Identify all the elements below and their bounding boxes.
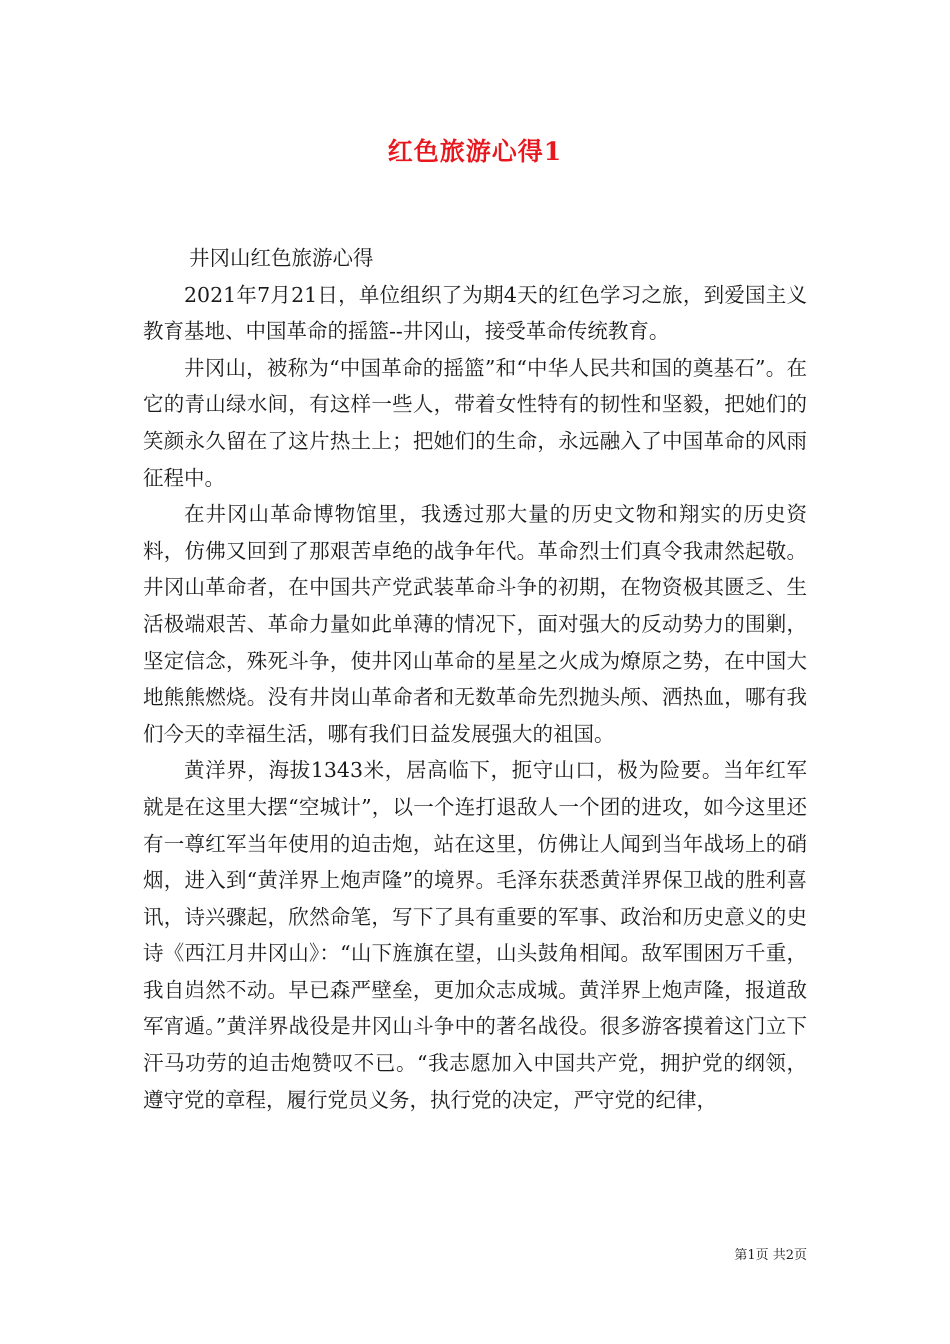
document-title: 红色旅游心得1: [387, 137, 563, 166]
paragraph: 黄洋界，海拔1343米，居高临下，扼守山口，极为险要。当年红军就是在这里大摆“空城计”，以一个连打退敌人一个团的进攻，如今这里还有一尊红军当年使用的迫击炮，站在这里，仿佛让人闻到当年战场上的硝烟，进入到“黄洋界上炮声隆”的境界。毛泽东获悉黄洋界保卫战的胜利喜讯，诗兴骤起，欣然命笔，写下了具有重要的军事、政治和历史意义的史诗《西江月井冈山》：“山下旌旗在望，山头鼓角相闻。敌军围困万千重，我自岿然不动。早已森严壁垒，更加众志成城。黄洋界上炮声隆，报道敌军宵遁。”黄洋界战役是井冈山斗争中的著名战役。很多游客摸着这门立下汗马功劳的迫击炮赞叹不已。“我志愿加入中国共产党，拥护党的纲领，遵守党的章程，履行党员义务，执行党的决定，严守党的纪律，: [143, 758, 807, 1112]
paragraph: 井冈山，被称为“中国革命的摇篮”和“中华人民共和国的奠基石”。在它的青山绿水间，有这样一些人，带着女性特有的韧性和坚毅，把她们的笑颜永久留在了这片热土上；把她们的生命，永远融入了中国革命的风雨征程中。: [143, 355, 807, 490]
document-body: [143, 240, 807, 1118]
document-subtitle: 井冈山红色旅游心得: [189, 246, 374, 270]
paragraph: 在井冈山革命博物馆里，我透过那大量的历史文物和翔实的历史资料，仿佛又回到了那艰苦卓绝的战争年代。革命烈士们真令我肃然起敬。井冈山革命者，在中国共产党武装革命斗争的初期，在物资极其匮乏、生活极端艰苦、革命力量如此单薄的情况下，面对强大的反动势力的围剿，坚定信念，殊死斗争，使井冈山革命的星星之火成为燎原之势，在中国大地熊熊燃烧。没有井岗山革命者和无数革命先烈抛头颅、洒热血，哪有我们今天的幸福生活，哪有我们日益发展强大的祖国。: [143, 502, 807, 746]
paragraph: 2021年7月21日，单位组织了为期4天的红色学习之旅，到爱国主义教育基地、中国革命的摇篮--井冈山，接受革命传统教育。: [143, 282, 807, 344]
page-number-footer: 第1页 共2页: [734, 1248, 807, 1263]
